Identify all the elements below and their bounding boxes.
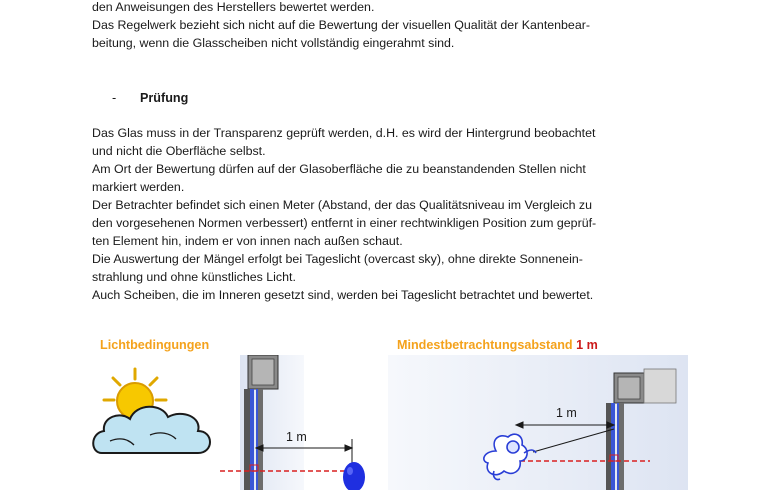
- distance-label: 1 m: [556, 406, 577, 420]
- figure-right-label-distance: 1 m: [576, 338, 598, 352]
- text-line: markiert werden.: [92, 180, 185, 194]
- text-line: strahlung und ohne künstliches Licht.: [92, 270, 296, 284]
- text-line: beitung, wenn die Glasscheiben nicht vollständig eingerahmt sind.: [92, 36, 455, 50]
- text-line: Der Betrachter befindet sich einen Meter (Abstand, der das Qualitätsniveau im Vergleich zu: [92, 198, 593, 212]
- viewing-distance-illustration: [388, 355, 688, 490]
- cloud-icon: [93, 407, 210, 453]
- figure-right-label: [397, 338, 598, 352]
- section-heading: [112, 91, 188, 105]
- light-conditions-illustration: [90, 355, 390, 490]
- section-title: Prüfung: [140, 91, 189, 105]
- text-line: Am Ort der Bewertung dürfen auf der Glasoberfläche die zu beanstandenden Stellen nicht: [92, 162, 586, 176]
- observer-head-icon: [343, 462, 365, 490]
- figure-left-label: Lichtbedingungen: [100, 338, 210, 352]
- paragraph-pruefung: [92, 124, 752, 304]
- bullet-dash: -: [112, 91, 117, 105]
- text-line: Die Auswertung der Mängel erfolgt bei Tageslicht (overcast sky), ohne direkte Sonnenein-: [92, 252, 583, 266]
- text-line: ten Element hin, indem er von innen nach außen schaut.: [92, 234, 403, 248]
- text-line: Das Regelwerk bezieht sich nicht auf die Bewertung der visuellen Qualität der Kantenbear-: [92, 18, 590, 32]
- figure-right-label-text: Mindestbetrachtungsabstand: [397, 338, 573, 352]
- text-line: den vorgesehenen Normen verbessert) entfernt in einer rechtwinkligen Position zum geprüf-: [92, 216, 597, 230]
- distance-label: 1 m: [286, 430, 307, 444]
- text-line: Auch Scheiben, die im Inneren gesetzt sind, werden bei Tageslicht betrachtet und bewertet.: [92, 288, 594, 302]
- text-line: Das Glas muss in der Transparenz geprüft werden, d.H. es wird der Hintergrund beobachtet: [92, 126, 596, 140]
- text-line: und nicht die Oberfläche selbst.: [92, 144, 266, 158]
- paragraph-intro: [92, 0, 752, 52]
- text-line: den Anweisungen des Herstellers bewertet werden.: [92, 0, 375, 14]
